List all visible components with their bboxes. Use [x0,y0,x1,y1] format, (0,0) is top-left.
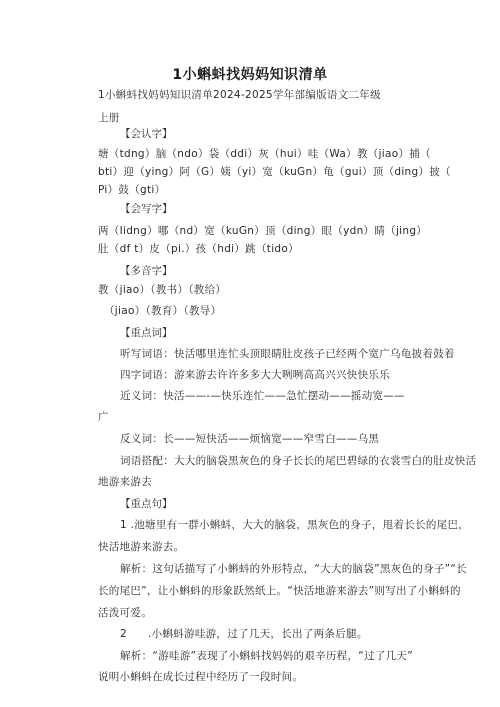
page-title: 1小蝌蚪找妈妈知识清单 [172,67,328,83]
text-line: （jiao）（教育）（教导） [104,305,222,317]
text-line: 解析：这句话描写了小蝌蚪的外形特点，“大大的脑袋”黑灰色的身子”“长 [120,563,467,575]
text-line: 近义词：快活——-—快乐连忙——急忙摆动——摇动宽—— [120,390,405,402]
text-line: 1 .池塘里有一群小蝌蚪，大大的脑袋，黑灰色的身子，甩着长长的尾巴， [120,519,470,531]
intro-line: 1小蝌蚪找妈妈知识清单2024-2025学年部编版语文二年级 [98,89,381,101]
text-line: 说明小蝌蚪在成长过程中经历了一段时间。 [98,671,304,683]
section-heading-huixiezi: 【会写字】 [120,203,173,215]
text-line: 活泼可爱。 [98,607,152,619]
text-line: 教（jiao）（教书）（教给） [98,284,227,296]
text-line: .小蝌蚪游哇游，过了几天，长出了两条后腿。 [148,628,368,640]
text-line: 肚（df t）皮（pi.）孩（hdi）跳（tido） [98,243,299,255]
text-line: 四字词语：游来游去许许多多大大咧咧高高兴兴快快乐乐 [120,369,390,381]
text-line: 地游来游去 [98,476,152,488]
text-line: 长的尾巴”，让小蝌蚪的形象跃然纸上。“快活地游来游去”则写出了小蝌蚪的 [98,585,461,597]
text-line: 词语搭配：大大的脑袋黑灰色的身子长长的尾巴碧绿的衣裳雪白的肚皮快活 [120,455,477,467]
section-heading-duoyinzi: 【多音字】 [120,265,173,277]
text-line: 听写词语：快活哪里连忙头顶眼睛肚皮孩子已经两个宽广乌龟披着鼓着 [120,348,455,360]
text-line: 快活地游来游去。 [98,541,185,553]
text-line: bti）迎（ying）阿（G）姨（yi）宽（kuGn）龟（gui）顶（ding）披（ [98,166,451,178]
text-line: 反义词：长——短快活——烦恼宽——窄雪白——乌黑 [120,433,380,445]
section-heading-zhongdianci: 【重点词】 [120,327,173,339]
text-line: 广 [98,411,109,423]
section-heading-huirenzi: 【会认字】 [120,128,173,140]
text-line: 塘（tdng）脑（ndo）袋（ddi）灰（hui）哇（Wa）教（jiao）捕（ [98,148,431,160]
section-heading-zhongdianju: 【重点句】 [120,498,173,510]
intro-line: 上册 [98,112,120,124]
text-line: Pi）鼓（gti） [98,184,166,196]
text-line: 两（Iidng）哪（nd）宽（kuGn）顶（ding）眼（ydn）睛（jing） [98,225,428,237]
text-line: 解析：“游哇游”表现了小蝌蚪找妈妈的艰辛历程，“过了几天” [120,650,413,662]
sentence-number: 2 [120,628,127,640]
